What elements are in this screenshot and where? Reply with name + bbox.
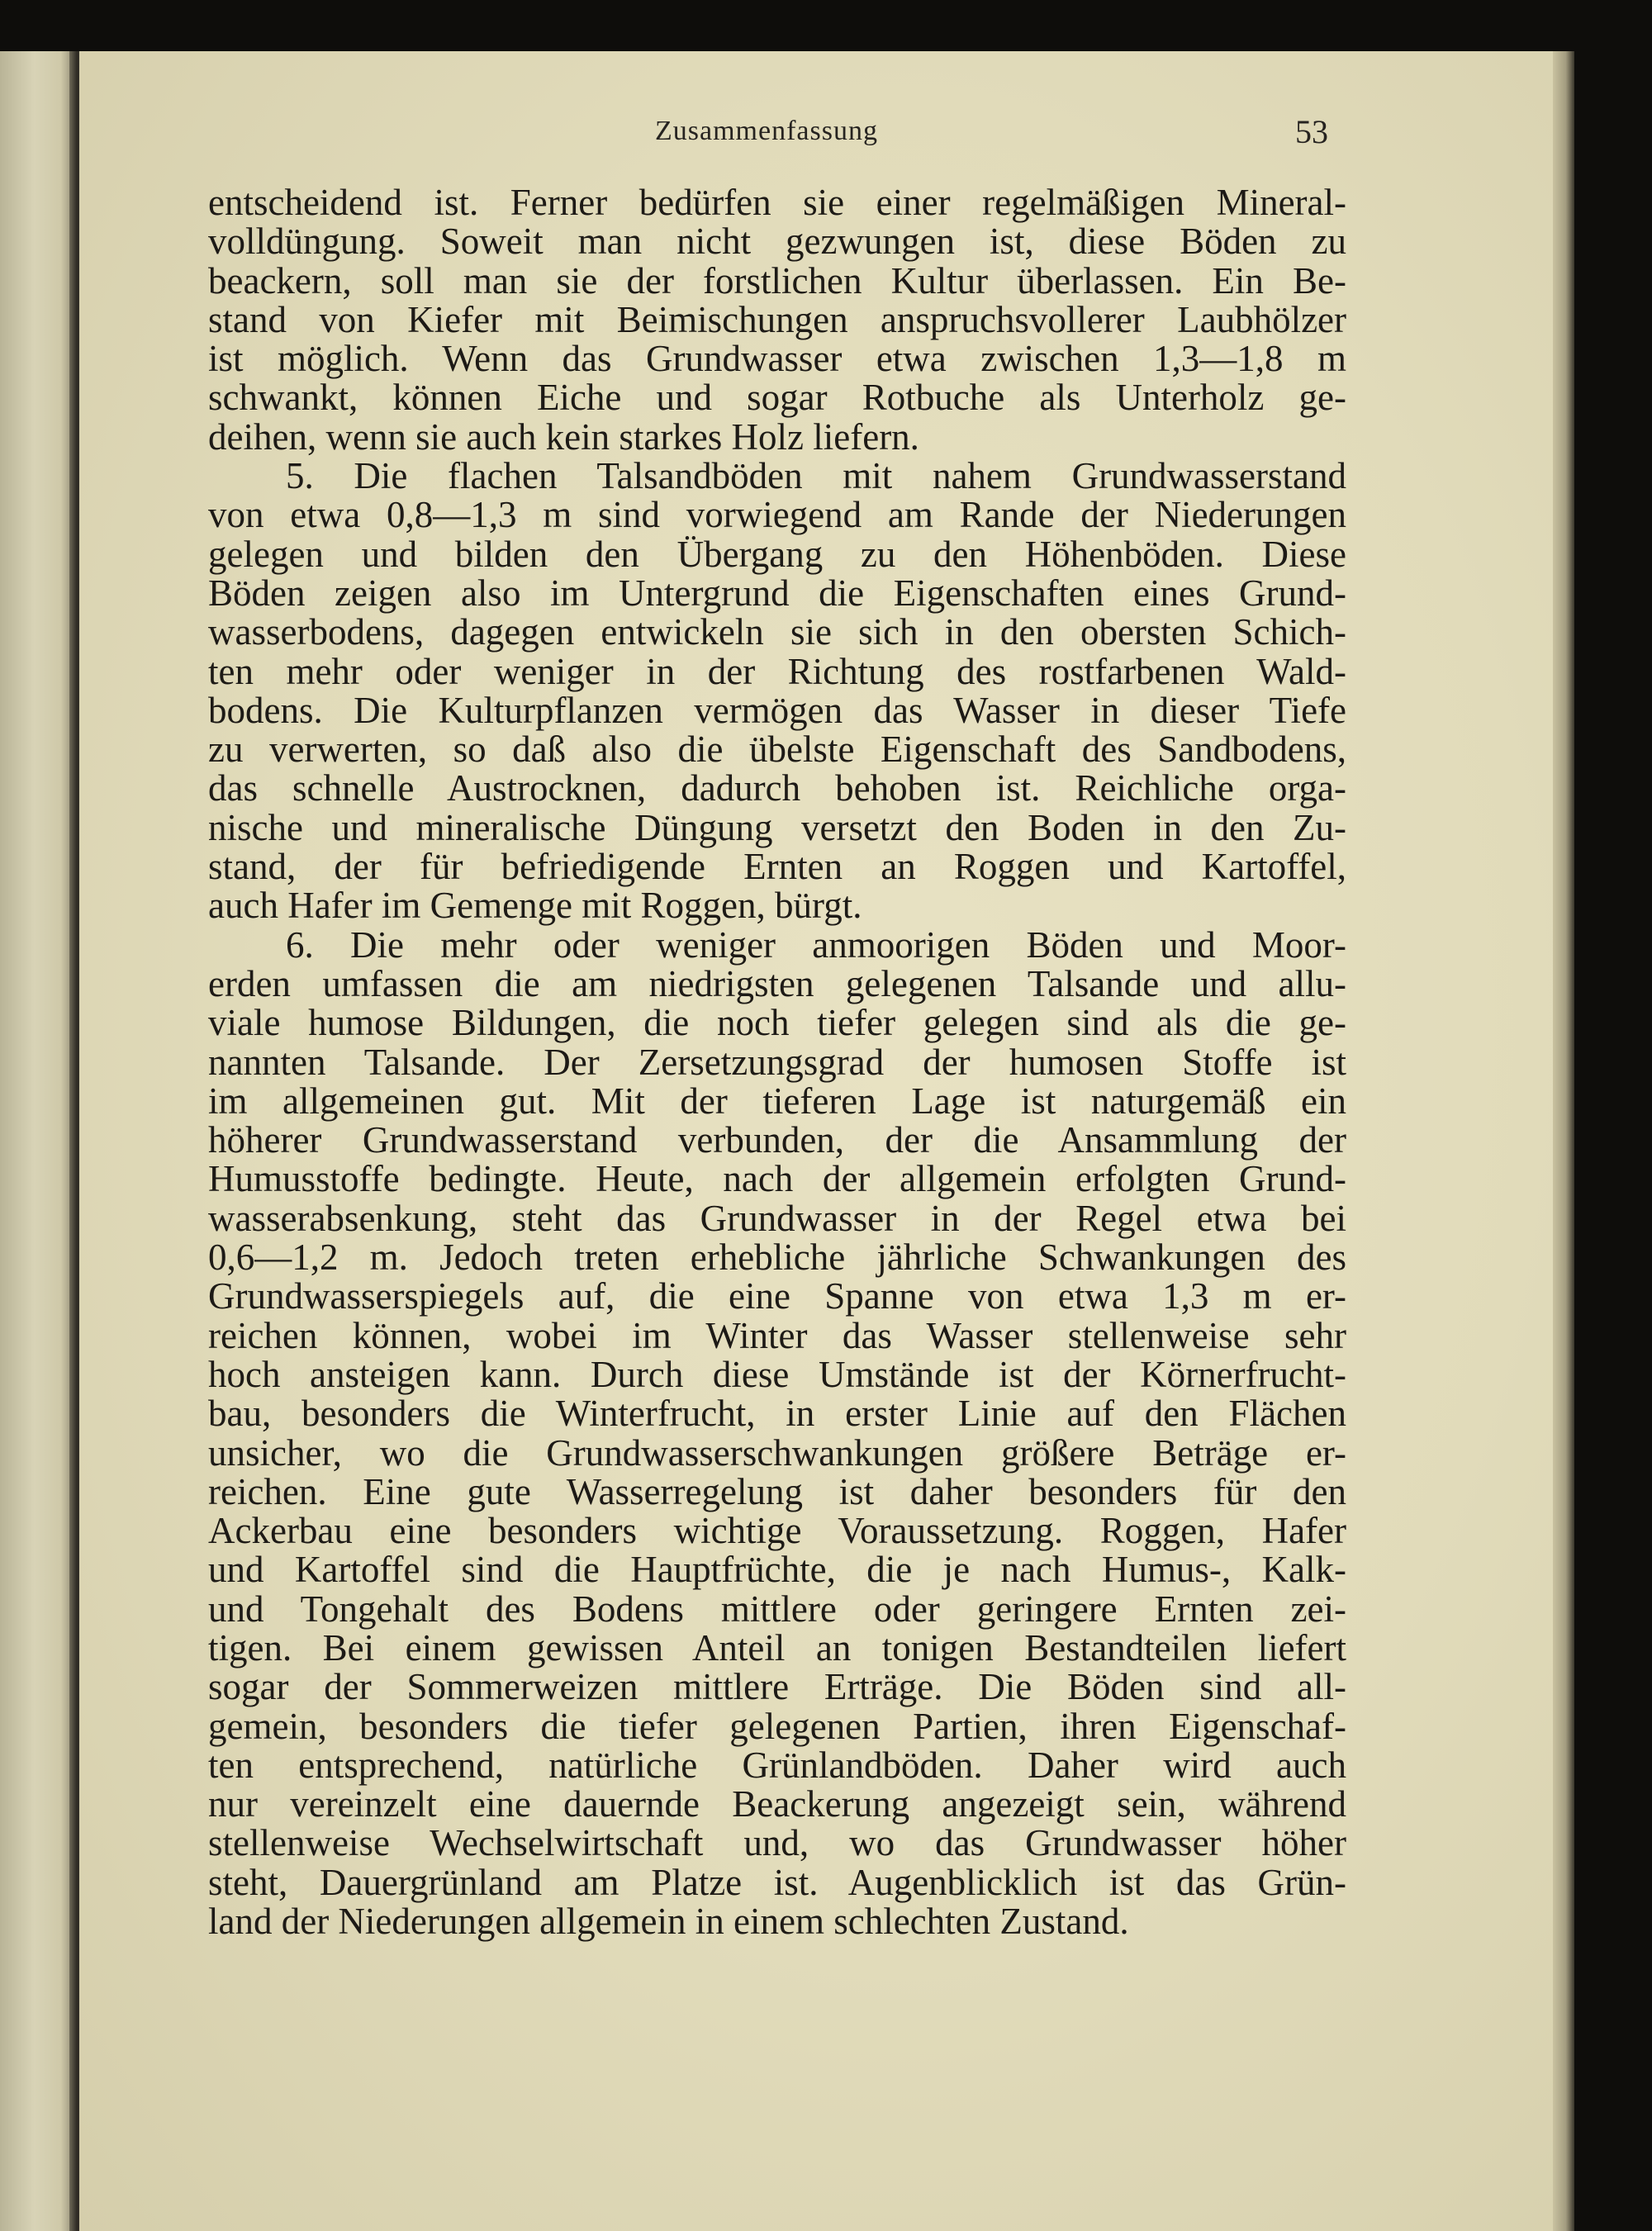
text-line: Humusstoffe bedingte. Heute, nach der allgemein erfolgten Grund- [208,1158,1346,1200]
text-line: hoch ansteigen kann. Durch diese Umstände ist der Körnerfrucht- [208,1353,1346,1395]
running-head [205,112,1328,154]
text-line: bodens. Die Kulturpflanzen vermögen das Wasser in dieser Tiefe [208,689,1346,731]
running-title: Zusammenfassung [655,116,878,146]
text-line: gemein, besonders die tiefer gelegenen Partien, ihren Eigenschaf- [208,1705,1346,1747]
text-line: 6. Die mehr oder weniger anmoorigen Böden und Moor- [286,923,1346,966]
text-line: ten mehr oder weniger in der Richtung des rostfarbenen Wald- [208,650,1346,692]
text-line: zu verwerten, so daß also die übelste Eigenschaft des Sandbodens, [208,729,1346,771]
text-line: viale humose Bildungen, die noch tiefer gelegen sind als die ge- [208,1002,1346,1044]
text-line: deihen, wenn sie auch kein starkes Holz liefern. [208,415,919,458]
text-line: nannten Talsande. Der Zersetzungsgrad der humosen Stoffe ist [208,1041,1346,1083]
text-line: wasserabsenkung, steht das Grundwasser in der Regel etwa bei [208,1197,1346,1239]
text-line: erden umfassen die am niedrigsten gelegenen Talsande und allu- [208,962,1346,1004]
body-text [208,183,1346,1941]
text-line: gelegen und bilden den Übergang zu den Höhenböden. Diese [208,533,1346,575]
text-line: höherer Grundwasserstand verbunden, der die Ansammlung der [208,1119,1346,1161]
text-line: volldüngung. Soweit man nicht gezwungen ist, diese Böden zu [208,221,1346,263]
text-line: steht, Dauergrünland am Platze ist. Augenblicklich ist das Grün- [208,1861,1346,1903]
text-line: bau, besonders die Winterfrucht, in erster Linie auf den Flächen [208,1393,1346,1435]
text-line: sogar der Sommerweizen mittlere Erträge. Die Böden sind all- [208,1666,1346,1708]
text-line: auch Hafer im Gemenge mit Roggen, bürgt. [208,885,862,927]
text-line: land der Niederungen allgemein in einem schlechten Zustand. [208,1901,1129,1943]
text-line: von etwa 0,8—1,3 m sind vorwiegend am Rande der Niederungen [208,494,1346,536]
text-line: wasserbodens, dagegen entwickeln sie sich in den obersten Schich- [208,611,1346,653]
text-line: reichen. Eine gute Wasserregelung ist daher besonders für den [208,1470,1346,1512]
text-line: ten entsprechend, natürliche Grünlandböden. Daher wird auch [208,1744,1346,1786]
text-line: im allgemeinen gut. Mit der tieferen Lage ist naturgemäß ein [208,1080,1346,1122]
text-line: stellenweise Wechselwirtschaft und, wo das Grundwasser höher [208,1822,1346,1864]
text-line: reichen können, wobei im Winter das Wasser stellenweise sehr [208,1314,1346,1356]
text-line: stand von Kiefer mit Beimischungen anspruchsvollerer Laubhölzer [208,298,1346,340]
text-line: 5. Die flachen Talsandböden mit nahem Grundwasserstand [286,455,1346,497]
text-line: stand, der für befriedigende Ernten an Roggen und Kartoffel, [208,846,1346,888]
text-line: Böden zeigen also im Untergrund die Eigenschaften eines Grund- [208,572,1346,614]
text-line: das schnelle Austrocknen, dadurch behoben ist. Reichliche orga- [208,767,1346,809]
page-number: 53 [1295,113,1328,150]
text-line: unsicher, wo die Grundwasserschwankungen größere Beträge er- [208,1431,1346,1474]
text-line: Grundwasserspiegels auf, die eine Spanne von etwa 1,3 m er- [208,1275,1346,1317]
page-fore-edge [1553,51,1574,2231]
text-line: tigen. Bei einem gewissen Anteil an tonigen Bestandteilen liefert [208,1626,1346,1669]
text-line: nur vereinzelt eine dauernde Beackerung angezeigt sein, während [208,1783,1346,1825]
text-line: entscheidend ist. Ferner bedürfen sie einer regelmäßigen Mineral- [208,182,1346,223]
text-line: beackern, soll man sie der forstlichen Kultur überlassen. Ein Be- [208,259,1346,301]
text-line: und Kartoffel sind die Hauptfrüchte, die je nach Humus-, Kalk- [208,1549,1346,1591]
left-page-edge [0,51,76,2231]
text-line: und Tongehalt des Bodens mittlere oder geringere Ernten zei- [208,1588,1346,1630]
text-line: Ackerbau eine besonders wichtige Voraussetzung. Roggen, Hafer [208,1510,1346,1552]
text-line: 0,6—1,2 m. Jedoch treten erhebliche jährliche Schwankungen des [208,1237,1346,1279]
text-line: nische und mineralische Düngung versetzt den Boden in den Zu- [208,806,1346,848]
text-line: ist möglich. Wenn das Grundwasser etwa zwischen 1,3—1,8 m [208,338,1346,380]
text-line: schwankt, können Eiche und sogar Rotbuche als Unterholz ge- [208,377,1346,419]
